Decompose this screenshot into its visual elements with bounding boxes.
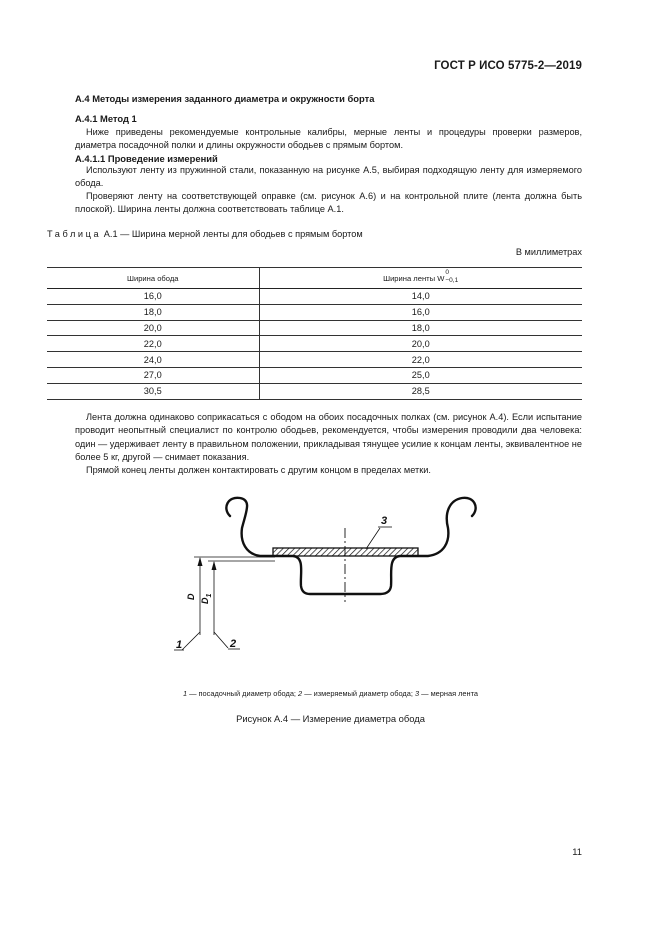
- tape-width-cell: 16,0: [259, 304, 582, 320]
- section-a411-text-1: Используют ленту из пружинной стали, показанную на рисунке А.5, выбирая подходящую ленту для измеряемого обода.: [75, 165, 582, 189]
- tape-width-cell: 28,5: [259, 383, 582, 399]
- after-table-text-1: Лента должна одинаково соприкасаться с ободом на обоих посадочных полках (см. рисунок А.4). Если испытание проводит неопытный специалист по контролю ободьев, рекомендуется, чтобы измерения проводили два человека: один — удерживает ленту в правильном положении, прикладывая тянущее усилие к концам ленты, эквивалентное не более 5 кг, другой — снимает показания.: [75, 412, 582, 462]
- section-a4-heading: А.4 Методы измерения заданного диаметра и окружности борта: [75, 93, 375, 104]
- rim-width-cell: 30,5: [47, 383, 259, 399]
- callout-1: 1: [176, 639, 183, 651]
- table-row: [47, 336, 582, 352]
- section-a41-heading: А.4.1 Метод 1: [75, 113, 137, 124]
- table-row: [47, 383, 582, 399]
- rim-width-cell: 22,0: [47, 336, 259, 352]
- col-header-tape-width: [259, 268, 582, 289]
- tolerance-lower: −0,1: [445, 277, 459, 284]
- tolerance-upper: 0: [445, 269, 449, 276]
- label-d: D: [186, 593, 196, 600]
- tape-width-table: [47, 267, 582, 400]
- legend-2-text: — измеряемый диаметр обода;: [302, 689, 415, 698]
- table-header-row: [47, 268, 582, 289]
- legend-3-num: 3: [414, 689, 420, 698]
- rim-width-cell: 27,0: [47, 367, 259, 383]
- table-units: В миллиметрах: [515, 247, 582, 257]
- legend-1-text: — посадочный диаметр обода;: [187, 689, 299, 698]
- measuring-tape: [273, 548, 418, 556]
- tape-width-cell: 18,0: [259, 320, 582, 336]
- table-row: [47, 320, 582, 336]
- tape-width-cell: 14,0: [259, 289, 582, 305]
- arrow-d: [198, 557, 203, 566]
- legend-3-text: — мерная лента: [419, 689, 479, 698]
- arrow-d1: [212, 561, 217, 570]
- rim-profile: [226, 498, 475, 594]
- figure-legend: [0, 689, 661, 698]
- label-d1-sub: 1: [206, 593, 213, 598]
- table-row: [47, 352, 582, 368]
- legend-2-num: 2: [298, 689, 303, 698]
- callout-2: 2: [230, 638, 237, 650]
- figure-title: Рисунок А.4 — Измерение диаметра обода: [236, 713, 425, 724]
- table-caption-prefix: Таблица: [47, 229, 102, 239]
- section-a411-text-2: Проверяют ленту на соответствующей оправке (см. рисунок А.6) и на контрольной плите (лента должна быть плоской). Ширина ленты должна соответствовать таблице А.1.: [75, 191, 582, 215]
- rim-width-cell: 16,0: [47, 289, 259, 305]
- table-row: [47, 367, 582, 383]
- document-id: ГОСТ Р ИСО 5775-2—2019: [434, 60, 582, 72]
- table-row: [47, 304, 582, 320]
- table-row: [47, 289, 582, 305]
- col-header-rim-width: Ширина обода: [47, 268, 259, 289]
- col-header-tape-width-main: Ширина ленты W: [383, 274, 445, 283]
- rim-width-cell: 20,0: [47, 320, 259, 336]
- callout-leader-3: [366, 528, 380, 549]
- legend-1-num: 1: [182, 689, 188, 698]
- tape-width-cell: 22,0: [259, 352, 582, 368]
- callout-3: 3: [381, 515, 388, 527]
- callout-leader-2: [214, 632, 228, 648]
- rim-width-cell: 24,0: [47, 352, 259, 368]
- table-caption: [47, 229, 363, 239]
- rim-width-cell: 18,0: [47, 304, 259, 320]
- tape-width-cell: 25,0: [259, 367, 582, 383]
- section-a41-text: Ниже приведены рекомендуемые контрольные калибры, мерные ленты и процедуры проверки размеров, диаметра посадочной полки и длины окружности ободьев с прямым бортом.: [75, 127, 582, 151]
- label-d1: [200, 594, 213, 605]
- page-number: 11: [572, 846, 582, 857]
- callout-leader-1: [182, 632, 200, 650]
- tape-width-cell: 20,0: [259, 336, 582, 352]
- section-a411-heading: А.4.1.1 Проведение измерений: [75, 153, 218, 164]
- label-d1-main: D: [200, 597, 210, 604]
- rim-measurement-figure: [160, 490, 500, 660]
- after-table-text-2: Прямой конец ленты должен контактировать с другим концом в пределах метки.: [86, 465, 431, 475]
- table-caption-text: А.1 — Ширина мерной ленты для ободьев с прямым бортом: [103, 229, 363, 239]
